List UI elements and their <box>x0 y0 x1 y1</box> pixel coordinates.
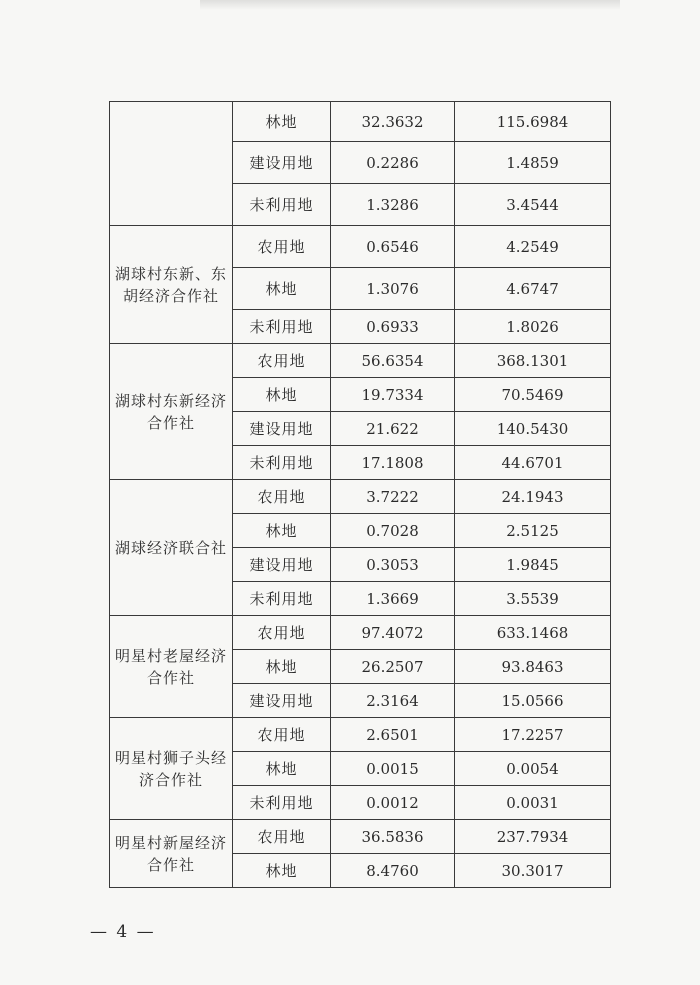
area-cell: 2.6501 <box>331 718 455 752</box>
land-type-cell: 未利用地 <box>233 310 331 344</box>
land-type-cell: 未利用地 <box>233 786 331 820</box>
land-type-cell: 未利用地 <box>233 184 331 226</box>
land-type-cell: 林地 <box>233 752 331 786</box>
area-cell: 0.2286 <box>331 142 455 184</box>
area-cell: 8.4760 <box>331 854 455 888</box>
amount-cell: 24.1943 <box>455 480 611 514</box>
area-cell: 32.3632 <box>331 102 455 142</box>
unit-name-cell: 明星村狮子头经济合作社 <box>110 718 233 820</box>
table-row <box>110 344 611 378</box>
area-cell: 0.3053 <box>331 548 455 582</box>
land-type-cell: 建设用地 <box>233 412 331 446</box>
amount-cell: 633.1468 <box>455 616 611 650</box>
land-type-cell: 未利用地 <box>233 446 331 480</box>
land-type-cell: 林地 <box>233 102 331 142</box>
amount-cell: 1.9845 <box>455 548 611 582</box>
amount-cell: 70.5469 <box>455 378 611 412</box>
land-type-cell: 建设用地 <box>233 548 331 582</box>
table-row <box>110 718 611 752</box>
amount-cell: 3.5539 <box>455 582 611 616</box>
table-row <box>110 820 611 854</box>
amount-cell: 368.1301 <box>455 344 611 378</box>
amount-cell: 44.6701 <box>455 446 611 480</box>
land-type-cell: 建设用地 <box>233 142 331 184</box>
area-cell: 0.6546 <box>331 226 455 268</box>
land-type-cell: 林地 <box>233 514 331 548</box>
area-cell: 0.0012 <box>331 786 455 820</box>
area-cell: 0.6933 <box>331 310 455 344</box>
land-type-cell: 未利用地 <box>233 582 331 616</box>
area-cell: 17.1808 <box>331 446 455 480</box>
area-cell: 97.4072 <box>331 616 455 650</box>
land-type-cell: 农用地 <box>233 616 331 650</box>
unit-name-cell: 明星村新屋经济合作社 <box>110 820 233 888</box>
land-type-cell: 林地 <box>233 650 331 684</box>
amount-cell: 4.6747 <box>455 268 611 310</box>
amount-cell: 1.4859 <box>455 142 611 184</box>
land-type-cell: 林地 <box>233 378 331 412</box>
area-cell: 1.3076 <box>331 268 455 310</box>
land-type-cell: 农用地 <box>233 480 331 514</box>
land-compensation-table <box>109 101 611 888</box>
area-cell: 1.3669 <box>331 582 455 616</box>
land-type-cell: 农用地 <box>233 820 331 854</box>
area-cell: 21.622 <box>331 412 455 446</box>
unit-name-cell: 明星村老屋经济合作社 <box>110 616 233 718</box>
unit-name-cell: 湖球经济联合社 <box>110 480 233 616</box>
amount-cell: 2.5125 <box>455 514 611 548</box>
land-type-cell: 建设用地 <box>233 684 331 718</box>
amount-cell: 4.2549 <box>455 226 611 268</box>
land-type-cell: 林地 <box>233 268 331 310</box>
amount-cell: 17.2257 <box>455 718 611 752</box>
area-cell: 3.7222 <box>331 480 455 514</box>
amount-cell: 1.8026 <box>455 310 611 344</box>
land-type-cell: 林地 <box>233 854 331 888</box>
amount-cell: 15.0566 <box>455 684 611 718</box>
amount-cell: 30.3017 <box>455 854 611 888</box>
land-type-cell: 农用地 <box>233 344 331 378</box>
land-type-cell: 农用地 <box>233 718 331 752</box>
table-row <box>110 226 611 268</box>
amount-cell: 115.6984 <box>455 102 611 142</box>
area-cell: 1.3286 <box>331 184 455 226</box>
table-row <box>110 102 611 142</box>
area-cell: 36.5836 <box>331 820 455 854</box>
area-cell: 56.6354 <box>331 344 455 378</box>
amount-cell: 0.0031 <box>455 786 611 820</box>
page-number: — 4 — <box>90 922 156 942</box>
amount-cell: 93.8463 <box>455 650 611 684</box>
unit-name-cell: 湖球村东新经济合作社 <box>110 344 233 480</box>
area-cell: 2.3164 <box>331 684 455 718</box>
unit-name-cell: 湖球村东新、东胡经济合作社 <box>110 226 233 344</box>
land-type-cell: 农用地 <box>233 226 331 268</box>
amount-cell: 3.4544 <box>455 184 611 226</box>
area-cell: 0.0015 <box>331 752 455 786</box>
amount-cell: 237.7934 <box>455 820 611 854</box>
area-cell: 0.7028 <box>331 514 455 548</box>
area-cell: 26.2507 <box>331 650 455 684</box>
unit-name-cell <box>110 102 233 226</box>
amount-cell: 140.5430 <box>455 412 611 446</box>
area-cell: 19.7334 <box>331 378 455 412</box>
table-row <box>110 480 611 514</box>
scan-smudge <box>200 0 620 10</box>
amount-cell: 0.0054 <box>455 752 611 786</box>
table-row <box>110 616 611 650</box>
